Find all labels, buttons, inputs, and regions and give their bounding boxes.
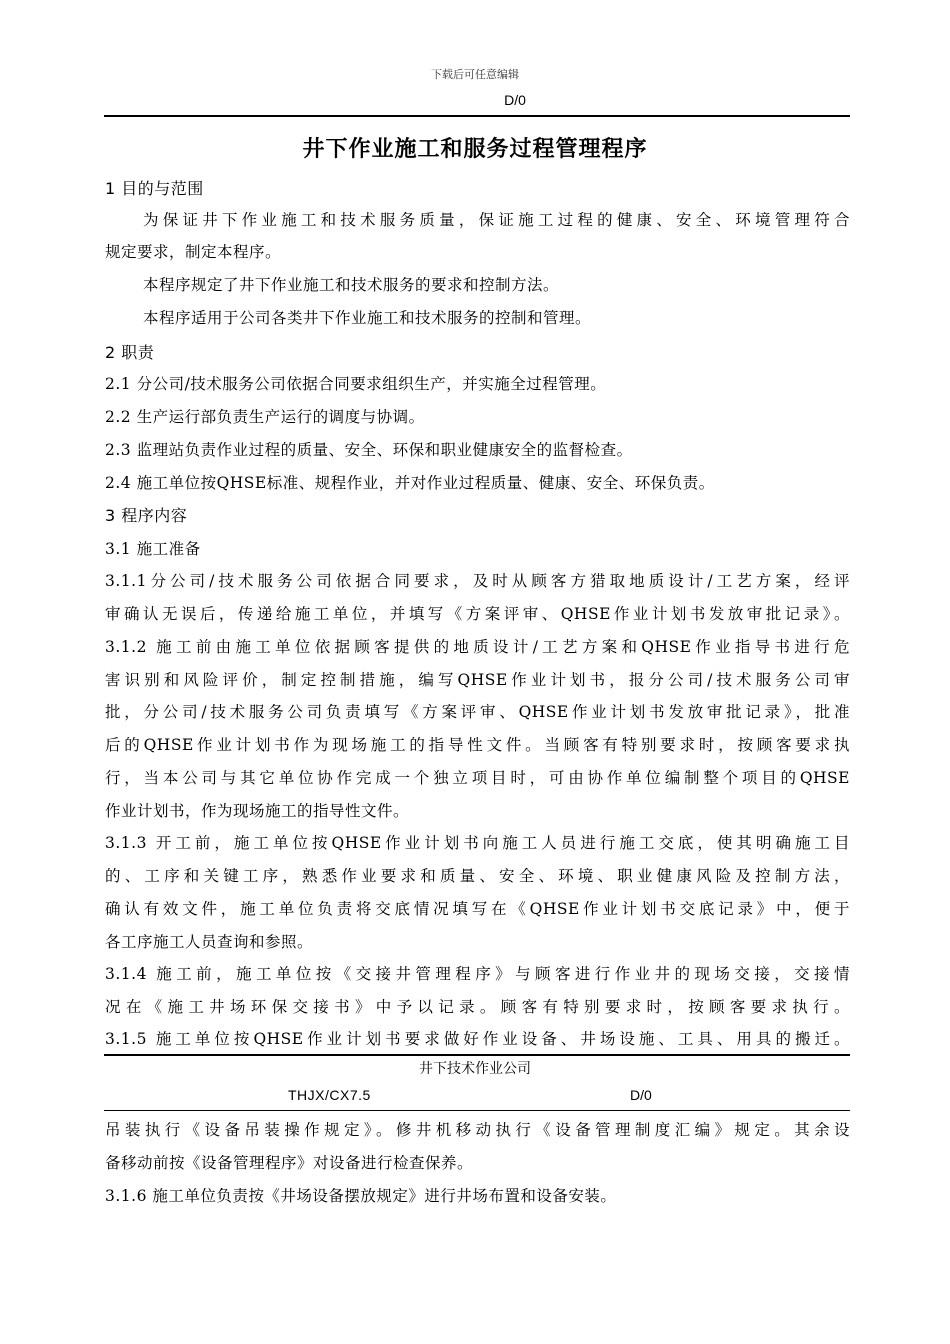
section-heading: 2 职责: [105, 343, 155, 362]
paragraph-line: 3.1.1分公司/技术服务公司依据合同要求，及时从顾客方猎取地质设计/工艺方案，经评: [105, 572, 850, 590]
paragraph-line: 3.1.4 施工前，施工单位按《交接井管理程序》与顾客进行作业井的现场交接，交接情: [105, 965, 850, 983]
paragraph-line: 为保证井下作业施工和技术服务质量，保证施工过程的健康、安全、环境管理符合: [143, 211, 850, 229]
paragraph-line: 吊装执行《设备吊装操作规定》。修井机移动执行《设备管理制度汇编》规定。其余设: [105, 1121, 850, 1139]
paragraph-line: 3.1.3 开工前，施工单位按QHSE作业计划书向施工人员进行施工交底，使其明确施工目: [105, 834, 850, 852]
section-heading: 1 目的与范围: [105, 179, 204, 198]
header-rule: [104, 115, 850, 117]
paragraph-line: 3.1.5 施工单位按QHSE作业计划书要求做好作业设备、井场设施、工具、用具的搬迁。: [105, 1030, 850, 1048]
footer-top-rule: [104, 1054, 850, 1056]
subsection-heading: 3.1 施工准备: [105, 540, 201, 558]
paragraph-line: 3.1.2 施工前由施工单位依据顾客提供的地质设计/工艺方案和QHSE作业指导书进行危: [105, 638, 850, 656]
paragraph-line: 行，当本公司与其它单位协作完成一个独立项目时，可由协作单位编制整个项目的QHSE: [105, 769, 850, 787]
paragraph-line: 本程序规定了井下作业施工和技术服务的要求和控制方法。: [143, 276, 560, 294]
footer-revision: D/0: [630, 1087, 652, 1103]
paragraph-line: 各工序施工人员查询和参照。: [105, 933, 314, 951]
footer-document-code: THJX/CX7.5: [288, 1087, 371, 1103]
header-doc-id: D/0: [504, 92, 526, 108]
footer-bottom-rule: [104, 1110, 850, 1111]
paragraph-line: 审确认无误后，传递给施工单位，并填写《方案评审、QHSE作业计划书发放审批记录》。: [105, 605, 850, 623]
paragraph-line: 本程序适用于公司各类井下作业施工和技术服务的控制和管理。: [143, 309, 592, 327]
paragraph-line: 作业计划书，作为现场施工的指导性文件。: [105, 802, 410, 820]
paragraph-line: 2.1 分公司/技术服务公司依据合同要求组织生产，并实施全过程管理。: [105, 375, 607, 393]
paragraph-line: 况在《施工井场环保交接书》中予以记录。顾客有特别要求时，按顾客要求执行。: [105, 998, 850, 1016]
document-title: 井下作业施工和服务过程管理程序: [302, 137, 648, 162]
paragraph-line: 3.1.6 施工单位负责按《井场设备摆放规定》进行井场布置和设备安装。: [105, 1187, 617, 1205]
paragraph-line: 害识别和风险评价，制定控制措施，编写QHSE作业计划书，报分公司/技术服务公司审: [105, 671, 850, 689]
paragraph-line: 批，分公司/技术服务公司负责填写《方案评审、QHSE作业计划书发放审批记录》，批准: [105, 703, 850, 721]
paragraph-line: 2.4 施工单位按QHSE标准、规程作业，并对作业过程质量、健康、安全、环保负责。: [105, 474, 715, 492]
section-heading: 3 程序内容: [105, 506, 188, 525]
paragraph-line: 的、工序和关键工序，熟悉作业要求和质量、安全、环境、职业健康风险及控制方法，: [105, 867, 850, 885]
paragraph-line: 确认有效文件，施工单位负责将交底情况填写在《QHSE作业计划书交底记录》中，便于: [105, 900, 850, 918]
paragraph-line: 备移动前按《设备管理程序》对设备进行检查保养。: [105, 1154, 474, 1172]
paragraph-line: 2.3 监理站负责作业过程的质量、安全、环保和职业健康安全的监督检查。: [105, 441, 633, 459]
paragraph-line: 后的QHSE作业计划书作为现场施工的指导性文件。当顾客有特别要求时，按顾客要求执: [105, 736, 850, 754]
paragraph-line: 2.2 生产运行部负责生产运行的调度与协调。: [105, 408, 425, 426]
footer-company: 井下技术作业公司: [419, 1061, 531, 1077]
download-note: 下载后可任意编辑: [431, 68, 519, 81]
paragraph-line: 规定要求，制定本程序。: [105, 243, 282, 261]
